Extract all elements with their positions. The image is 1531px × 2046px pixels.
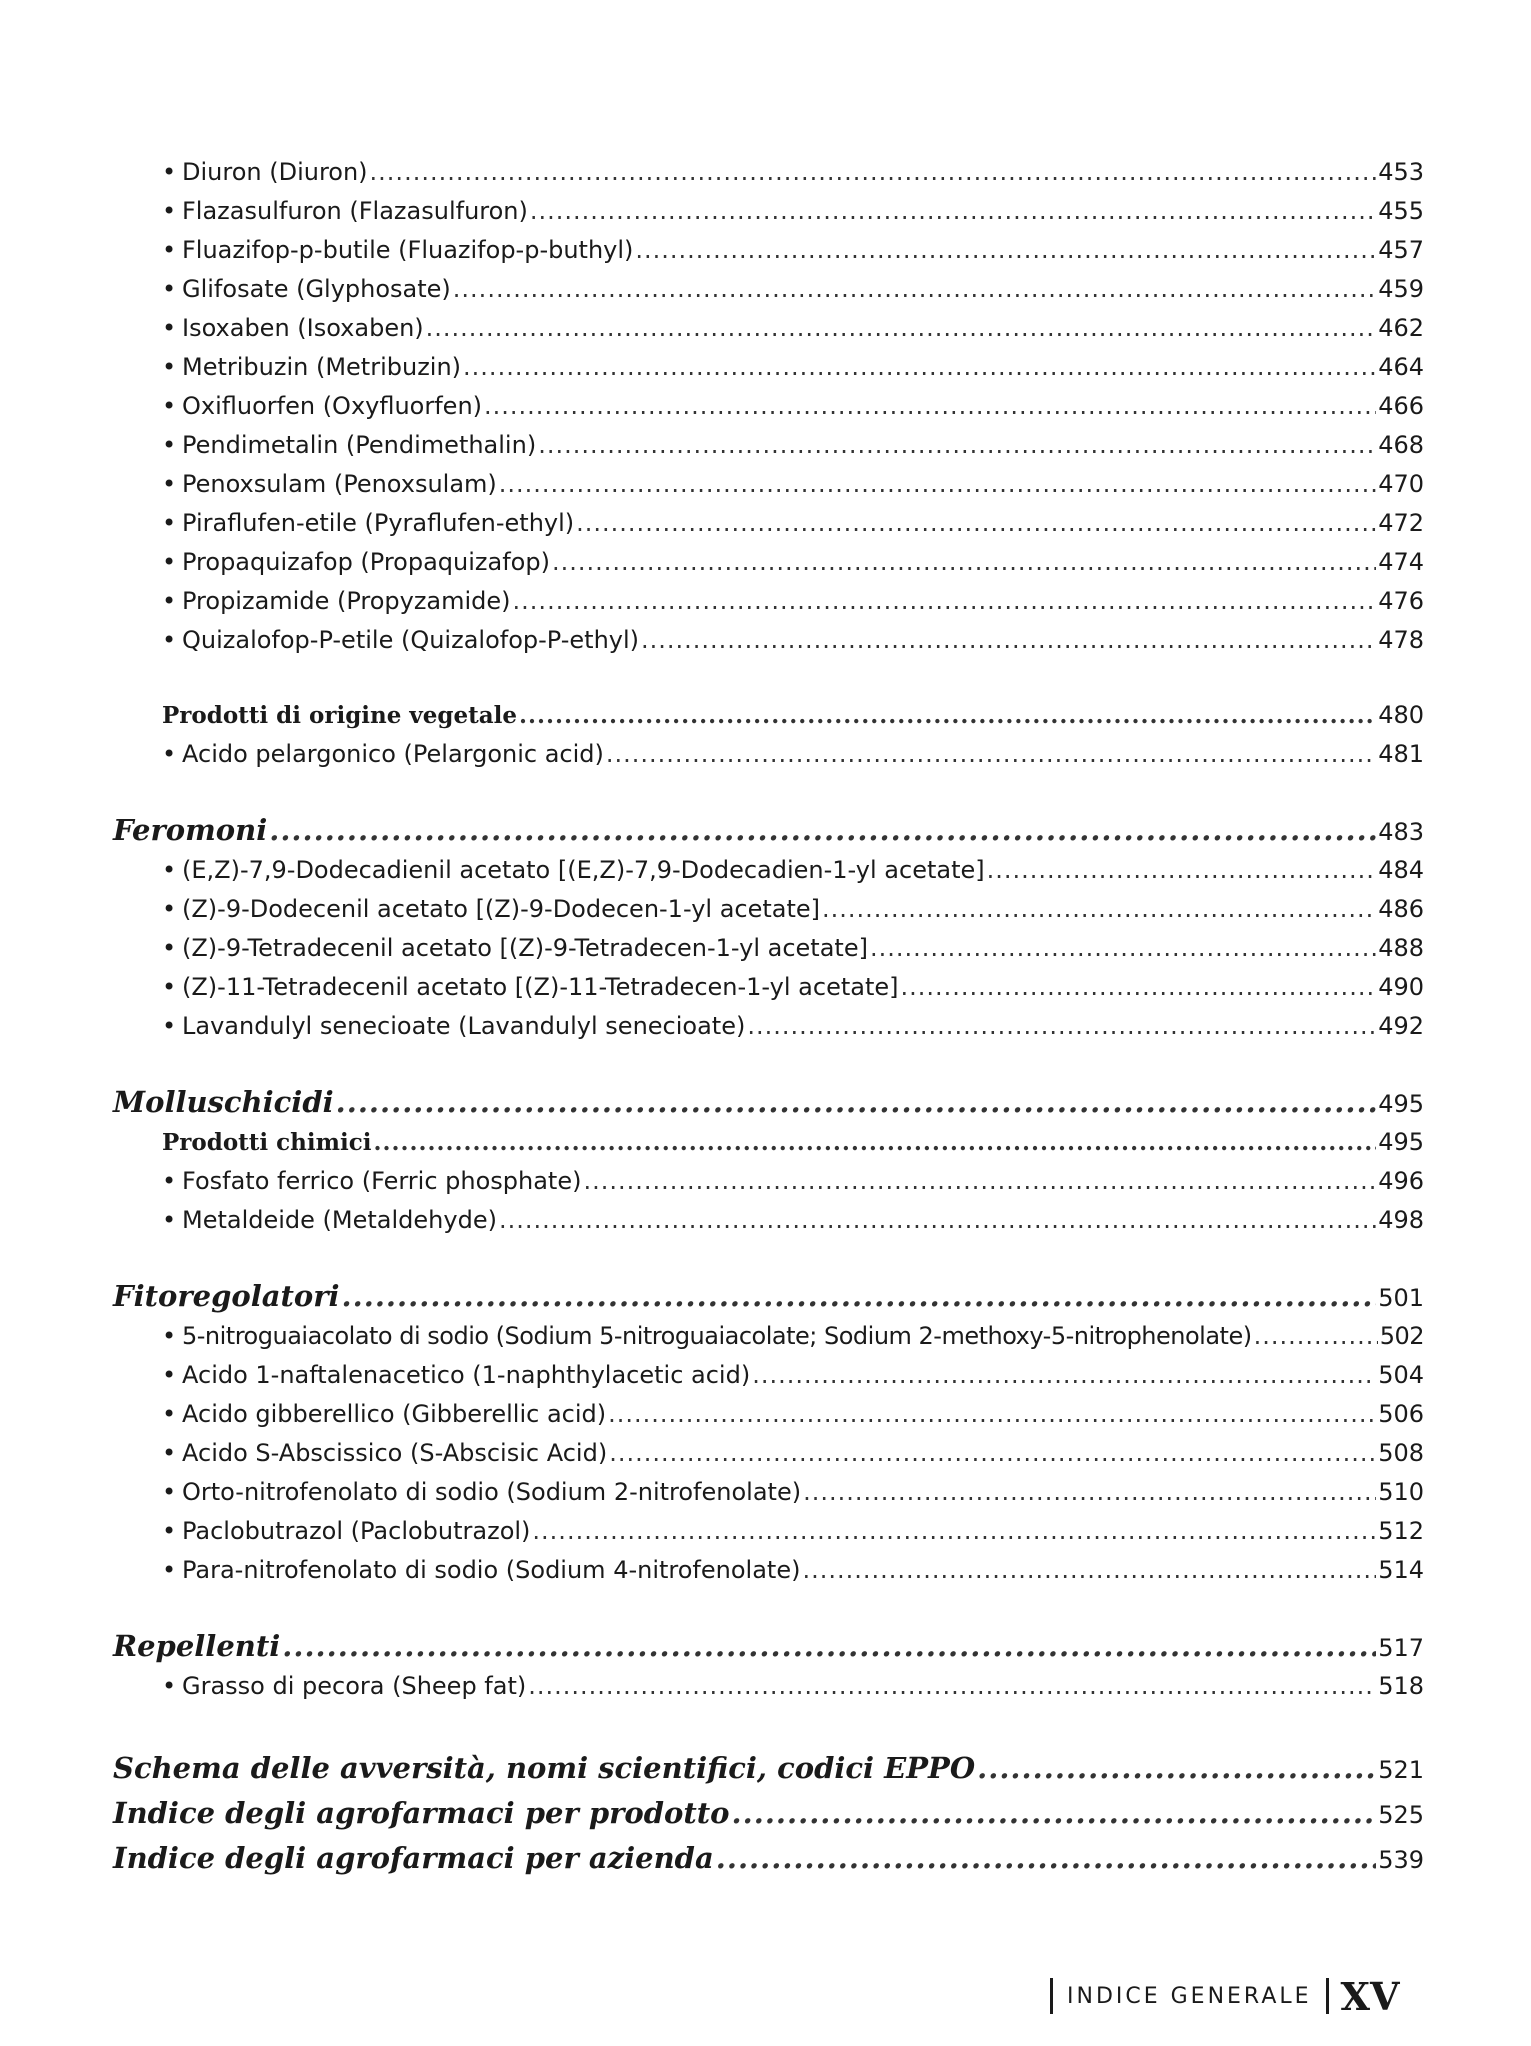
toc-entry-label: Propizamide (Propyzamide) [182, 587, 511, 615]
toc-entry-label: Flazasulfuron (Flazasulfuron) [182, 197, 528, 225]
toc-section-feromoni[interactable] [113, 811, 1424, 849]
bullet-icon: • [162, 1361, 177, 1389]
dot-leader [530, 194, 1376, 228]
toc-section-page: 521 [1378, 1756, 1424, 1784]
toc-entry[interactable] [162, 892, 1424, 926]
toc-entry-page: 504 [1378, 1361, 1424, 1389]
dot-leader [822, 892, 1376, 926]
toc-section-indice-prodotto[interactable] [113, 1794, 1424, 1832]
dot-leader [987, 853, 1377, 887]
dot-leader [342, 1277, 1377, 1315]
toc-entry-label: (Z)-9-Tetradecenil acetato [(Z)-9-Tetradecen-1-yl acetate] [182, 934, 868, 962]
toc-entry-page: 512 [1378, 1517, 1424, 1545]
toc-subheading-page: 480 [1378, 701, 1424, 729]
toc-entry[interactable] [162, 311, 1424, 345]
bullet-icon: • [162, 236, 177, 264]
dot-leader [484, 389, 1376, 423]
toc-entry-label: Propaquizafop (Propaquizafop) [182, 548, 550, 576]
bullet-icon: • [162, 626, 177, 654]
bullet-icon: • [162, 1012, 177, 1040]
toc-entry-page: 459 [1378, 275, 1424, 303]
dot-leader [641, 623, 1376, 657]
dot-leader [370, 155, 1377, 189]
bullet-icon: • [162, 1517, 177, 1545]
toc-entry-page: 476 [1378, 587, 1424, 615]
toc-entry[interactable] [162, 389, 1424, 423]
toc-entry-label: Isoxaben (Isoxaben) [182, 314, 424, 342]
toc-entry-page: 510 [1378, 1478, 1424, 1506]
toc-entry-page: 462 [1378, 314, 1424, 342]
dot-leader [1254, 1319, 1378, 1353]
toc-entry-label: Penoxsulam (Penoxsulam) [182, 470, 497, 498]
footer-divider [1050, 1978, 1053, 2014]
toc-entry[interactable] [162, 737, 1424, 771]
dot-leader [635, 233, 1376, 267]
dot-leader [716, 1839, 1376, 1877]
dot-leader [269, 811, 1376, 849]
dot-leader [803, 1475, 1376, 1509]
toc-section-page: 483 [1378, 818, 1424, 846]
toc-entry[interactable] [162, 272, 1424, 306]
bullet-icon: • [162, 1439, 177, 1467]
toc-entry-page: 455 [1378, 197, 1424, 225]
dot-leader [282, 1627, 1376, 1665]
toc-section-indice-azienda[interactable] [113, 1839, 1424, 1877]
dot-leader [747, 1009, 1376, 1043]
toc-entry-page: 486 [1378, 895, 1424, 923]
toc-entry[interactable] [162, 467, 1424, 501]
bullet-icon: • [162, 973, 177, 1001]
toc-entry[interactable] [162, 428, 1424, 462]
toc-entry[interactable] [162, 506, 1424, 540]
page-footer [1050, 1973, 1400, 2019]
bullet-icon: • [162, 1206, 177, 1234]
toc-entry-label: (Z)-11-Tetradecenil acetato [(Z)-11-Tetradecen-1-yl acetate] [182, 973, 899, 1001]
dot-leader [606, 737, 1376, 771]
dot-leader [977, 1749, 1376, 1787]
toc-entry-page: 474 [1378, 548, 1424, 576]
toc-entry-page: 472 [1378, 509, 1424, 537]
toc-entry[interactable] [162, 1669, 1424, 1703]
toc-section-label: Repellenti [113, 1629, 281, 1663]
toc-entry-label: Metaldeide (Metaldehyde) [182, 1206, 497, 1234]
toc-section-label: Feromoni [113, 813, 268, 847]
toc-entry-page: 490 [1378, 973, 1424, 1001]
toc-entry-label: Diuron (Diuron) [182, 158, 368, 186]
bullet-icon: • [162, 197, 177, 225]
dot-leader [870, 931, 1376, 965]
toc-entry-label: Grasso di pecora (Sheep fat) [182, 1672, 527, 1700]
dot-leader [752, 1358, 1376, 1392]
dot-leader [608, 1397, 1376, 1431]
bullet-icon: • [162, 470, 177, 498]
dot-leader [609, 1436, 1376, 1470]
toc-section-label: Indice degli agrofarmaci per prodotto [113, 1796, 730, 1830]
dot-leader [802, 1553, 1376, 1587]
bullet-icon: • [162, 1478, 177, 1506]
toc-subheading-page: 495 [1378, 1128, 1424, 1156]
page-number: XV [1340, 1973, 1400, 2019]
dot-leader [336, 1083, 1377, 1121]
toc-entry[interactable] [162, 233, 1424, 267]
toc-section-fitoregolatori[interactable] [113, 1277, 1424, 1315]
dot-leader [583, 1164, 1376, 1198]
toc-entry-label: Acido pelargonico (Pelargonic acid) [182, 740, 604, 768]
toc-entry-page: 518 [1378, 1672, 1424, 1700]
bullet-icon: • [162, 740, 177, 768]
toc-entry-page: 492 [1378, 1012, 1424, 1040]
toc-entry-page: 470 [1378, 470, 1424, 498]
toc-subheading-label: Prodotti di origine vegetale [162, 702, 517, 729]
toc-entry[interactable] [162, 1436, 1424, 1470]
toc-entry-page: 466 [1378, 392, 1424, 420]
toc-section-page: 501 [1378, 1284, 1424, 1312]
toc-subheading[interactable] [162, 1125, 1424, 1159]
toc-entry-page: 496 [1378, 1167, 1424, 1195]
toc-entry-label: Piraflufen-etile (Pyraflufen-ethyl) [182, 509, 575, 537]
bullet-icon: • [162, 314, 177, 342]
toc-section-molluschicidi[interactable] [113, 1083, 1424, 1121]
toc-entry-page: 468 [1378, 431, 1424, 459]
dot-leader [373, 1126, 1376, 1160]
toc-entry[interactable] [162, 1009, 1424, 1043]
toc-entry-label: Metribuzin (Metribuzin) [182, 353, 462, 381]
toc-entry-label: Oxifluorfen (Oxyfluorfen) [182, 392, 483, 420]
dot-leader [513, 584, 1377, 618]
toc-section-page: 539 [1378, 1846, 1424, 1874]
toc-section-label: Indice degli agrofarmaci per azienda [113, 1841, 714, 1875]
toc-subheading[interactable] [162, 698, 1424, 732]
toc-entry-label: Orto-nitrofenolato di sodio (Sodium 2-nitrofenolate) [182, 1478, 802, 1506]
toc-subheading-label: Prodotti chimici [162, 1129, 372, 1156]
dot-leader [538, 428, 1376, 462]
toc-entry[interactable] [162, 970, 1424, 1004]
toc-section-label: Molluschicidi [113, 1085, 334, 1119]
bullet-icon: • [162, 548, 177, 576]
toc-entry[interactable] [162, 1397, 1424, 1431]
toc-entry[interactable] [162, 1514, 1424, 1548]
toc-entry-label: Pendimetalin (Pendimethalin) [182, 431, 537, 459]
bullet-icon: • [162, 392, 177, 420]
dot-leader [463, 350, 1376, 384]
toc-entry-label: Acido gibberellico (Gibberellic acid) [182, 1400, 607, 1428]
toc-entry-page: 498 [1378, 1206, 1424, 1234]
toc-entry[interactable] [162, 1475, 1424, 1509]
toc-section-schema[interactable] [113, 1749, 1424, 1787]
bullet-icon: • [162, 587, 177, 615]
footer-title: INDICE GENERALE [1067, 1983, 1312, 2009]
bullet-icon: • [162, 1167, 177, 1195]
toc-entry-page: 502 [1379, 1322, 1424, 1350]
toc-entry-page: 488 [1378, 934, 1424, 962]
toc-entry[interactable] [162, 350, 1424, 384]
toc-section-page: 525 [1378, 1801, 1424, 1829]
toc-entry-page: 453 [1378, 158, 1424, 186]
bullet-icon: • [162, 353, 177, 381]
footer-divider [1326, 1978, 1329, 2014]
toc-entry[interactable] [162, 1358, 1424, 1392]
toc-entry[interactable] [162, 1164, 1424, 1198]
toc-entry[interactable] [162, 155, 1424, 189]
toc-entry-page: 484 [1378, 856, 1424, 884]
toc-entry-page: 478 [1378, 626, 1424, 654]
toc-entry-label: Acido S-Abscissico (S-Abscisic Acid) [182, 1439, 608, 1467]
toc-entry-label: Lavandulyl senecioate (Lavandulyl senecioate) [182, 1012, 746, 1040]
bullet-icon: • [162, 1400, 177, 1428]
toc-section-label: Schema delle avversità, nomi scientifici, codici EPPO [113, 1751, 976, 1785]
toc-entry[interactable] [162, 194, 1424, 228]
bullet-icon: • [162, 1322, 176, 1350]
bullet-icon: • [162, 1556, 177, 1584]
toc-entry[interactable] [162, 1553, 1424, 1587]
toc-entry-label: Glifosate (Glyphosate) [182, 275, 451, 303]
toc-section-repellenti[interactable] [113, 1627, 1424, 1665]
dot-leader [499, 1203, 1376, 1237]
toc-entry-label: 5-nitroguaiacolato di sodio (Sodium 5-nitroguaiacolate; Sodium 2-methoxy-5-nitrophenolate) [182, 1322, 1252, 1350]
dot-leader [900, 970, 1376, 1004]
toc-entry[interactable] [162, 853, 1424, 887]
toc-entry-label: (E,Z)-7,9-Dodecadienil acetato [(E,Z)-7,9-Dodecadien-1-yl acetate] [182, 856, 985, 884]
toc-section-page: 517 [1378, 1634, 1424, 1662]
toc-entry-label: Fluazifop-p-butile (Fluazifop-p-buthyl) [182, 236, 634, 264]
dot-leader [499, 467, 1376, 501]
bullet-icon: • [162, 158, 177, 186]
bullet-icon: • [162, 895, 177, 923]
dot-leader [453, 272, 1376, 306]
toc-entry[interactable] [162, 1203, 1424, 1237]
toc-entry-page: 506 [1378, 1400, 1424, 1428]
toc-entry-label: (Z)-9-Dodecenil acetato [(Z)-9-Dodecen-1-yl acetate] [182, 895, 821, 923]
toc-section-label: Fitoregolatori [113, 1279, 340, 1313]
toc-entry[interactable] [162, 545, 1424, 579]
toc-entry-label: Paclobutrazol (Paclobutrazol) [182, 1517, 531, 1545]
toc-entry-page: 508 [1378, 1439, 1424, 1467]
toc-entry-label: Fosfato ferrico (Ferric phosphate) [182, 1167, 582, 1195]
toc-section-page: 495 [1378, 1090, 1424, 1118]
dot-leader [532, 1514, 1376, 1548]
toc-entry-page: 514 [1378, 1556, 1424, 1584]
bullet-icon: • [162, 934, 177, 962]
toc-entry-label: Quizalofop-P-etile (Quizalofop-P-ethyl) [182, 626, 640, 654]
bullet-icon: • [162, 275, 177, 303]
dot-leader [519, 699, 1376, 733]
toc-entry-page: 457 [1378, 236, 1424, 264]
toc-entry[interactable] [162, 623, 1424, 657]
toc-entry-label: Acido 1-naftalenacetico (1-naphthylacetic acid) [182, 1361, 751, 1389]
dot-leader [732, 1794, 1377, 1832]
toc-entry[interactable] [162, 1319, 1424, 1353]
toc-entry[interactable] [162, 931, 1424, 965]
bullet-icon: • [162, 431, 177, 459]
dot-leader [528, 1669, 1376, 1703]
bullet-icon: • [162, 1672, 177, 1700]
toc-entry-label: Para-nitrofenolato di sodio (Sodium 4-nitrofenolate) [182, 1556, 801, 1584]
toc-entry-page: 481 [1378, 740, 1424, 768]
toc-entry-page: 464 [1378, 353, 1424, 381]
dot-leader [426, 311, 1377, 345]
toc-entry[interactable] [162, 584, 1424, 618]
bullet-icon: • [162, 509, 177, 537]
dot-leader [552, 545, 1376, 579]
bullet-icon: • [162, 856, 177, 884]
dot-leader [576, 506, 1376, 540]
